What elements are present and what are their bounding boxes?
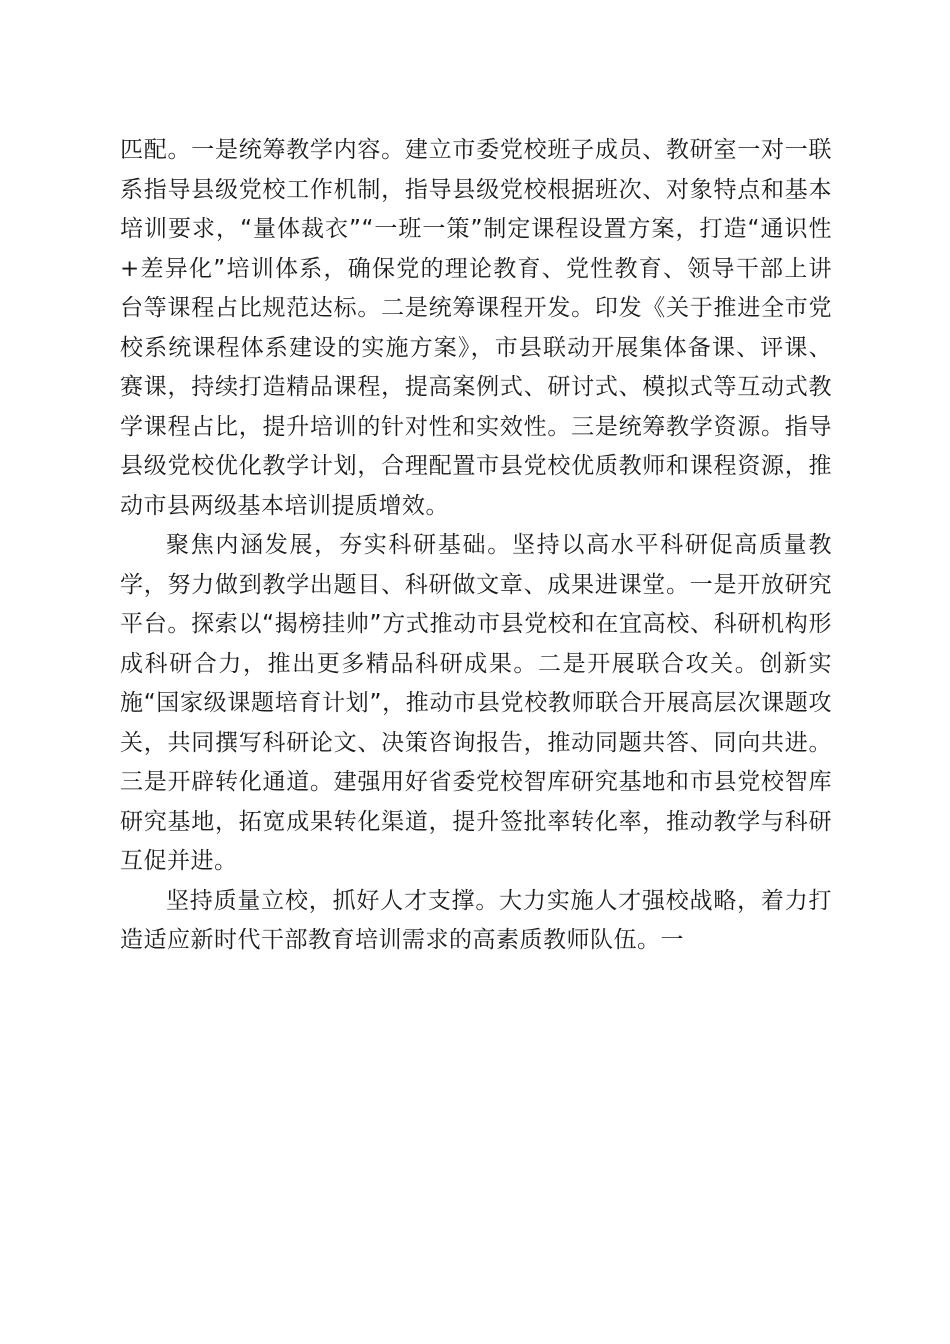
- document-body: [120, 131, 832, 961]
- paragraph-3: 坚持质量立校，抓好人才支撑。大力实施人才强校战略，着力打造适应新时代干部教育培训需求的高素质教师队伍。一: [120, 887, 832, 953]
- paragraph-1: 匹配。一是统筹教学内容。建立市委党校班子成员、教研室一对一联系指导县级党校工作机制，指导县级党校根据班次、对象特点和基本培训要求，“量体裁衣”“一班一策”制定课程设置方案，打造“通识性+差异化”培训体系，确保党的理论教育、党性教育、领导干部上讲台等课程占比规范达标。二是统筹课程开发。印发《关于推进全市党校系统课程体系建设的实施方案》，市县联动开展集体备课、评课、赛课，持续打造精品课程，提高案例式、研讨式、模拟式等互动式教学课程占比，提升培训的针对性和实效性。三是统筹教学资源。指导县级党校优化教学计划，合理配置市县党校优质教师和课程资源，推动市县两级基本培训提质增效。: [120, 137, 832, 519]
- paragraph-2: 聚焦内涵发展，夯实科研基础。坚持以高水平科研促高质量教学，努力做到教学出题目、科研做文章、成果进课堂。一是开放研究平台。探索以“揭榜挂帅”方式推动市县党校和在宜高校、科研机构形成科研合力，推出更多精品科研成果。二是开展联合攻关。创新实施“国家级课题培育计划”，推动市县党校教师联合开展高层次课题攻关，共同撰写科研论文、决策咨询报告，推动同题共答、同向共进。三是开辟转化通道。建强用好省委党校智库研究基地和市县党校智库研究基地，拓宽成果转化渠道，提升签批率转化率，推动教学与科研互促并进。: [120, 532, 832, 874]
